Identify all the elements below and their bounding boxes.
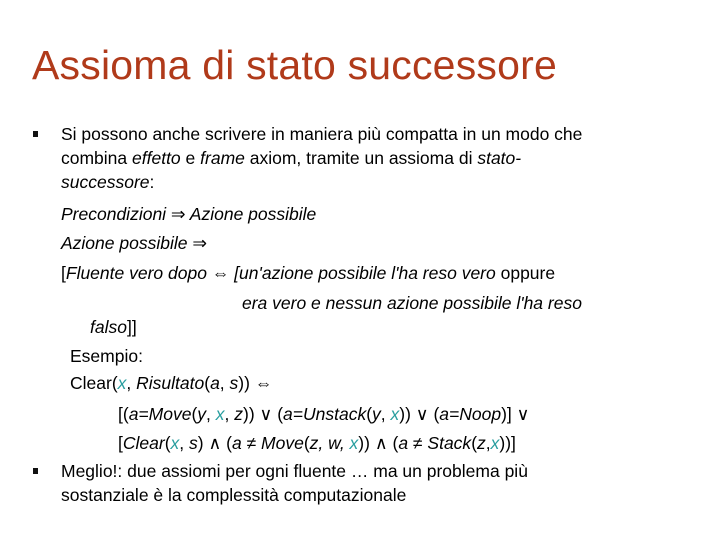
text-span: ) ∧ ( (197, 433, 232, 453)
variable-x: x (390, 404, 400, 424)
text-span: a=Move (128, 404, 192, 424)
text-span: stato- (477, 148, 522, 168)
text-span: )) (238, 373, 255, 393)
text-span: Meglio!: due assiomi per ogni fluente … ma un problema più (61, 461, 528, 481)
text-span: y (197, 404, 207, 424)
text-span: z (477, 433, 486, 453)
text-span: Si possono anche scrivere in maniera più compatta in un modo che (61, 124, 583, 144)
text-span: successore (61, 172, 150, 192)
text-span: a=Unstack (283, 404, 367, 424)
variable-x: x (490, 433, 500, 453)
bullet-marker (33, 468, 38, 474)
variable-x: x (215, 404, 225, 424)
bullet-marker (33, 131, 38, 137)
text-span: , (126, 373, 137, 393)
text-span: s (189, 433, 198, 453)
text-span: , (206, 404, 216, 424)
text-span: Clear( (70, 373, 118, 393)
text-span: ]] (126, 317, 137, 337)
text-line (242, 292, 582, 314)
text-span: , (224, 404, 235, 424)
text-line (70, 372, 272, 394)
text-span: Precondizioni (61, 204, 171, 224)
text-span: effetto (132, 148, 181, 168)
text-line (61, 203, 316, 225)
variable-x: x (349, 433, 359, 453)
text-span: a (398, 433, 409, 453)
text-span: : (149, 172, 155, 192)
text-span: y (372, 404, 381, 424)
text-span: z, w, (309, 433, 350, 453)
text-span: Azione possibile (185, 204, 317, 224)
text-span: )) ∨ ( (243, 404, 284, 424)
text-span: s (229, 373, 239, 393)
text-span: Risultato (136, 373, 205, 393)
text-span: Esempio: (70, 346, 143, 366)
text-span: falso (90, 317, 127, 337)
text-span: ( (164, 433, 171, 453)
text-span: Clear (122, 433, 165, 453)
text-span: , (179, 433, 190, 453)
not-equal-icon: ≠ (408, 433, 428, 453)
not-equal-icon: ≠ (241, 433, 262, 453)
text-span: axiom, tramite un assioma di (244, 148, 478, 168)
text-span: ))] (499, 433, 516, 453)
text-span: frame (200, 148, 245, 168)
text-span: ( (366, 404, 373, 424)
text-line (61, 484, 406, 506)
text-span: a (210, 373, 220, 393)
text-span: , (485, 433, 491, 453)
text-span: ( (471, 433, 478, 453)
text-span: Fluente vero dopo (65, 263, 212, 283)
text-span: )) ∨ ( (399, 404, 440, 424)
text-span: a (231, 433, 242, 453)
text-span: Azione possibile (61, 233, 193, 253)
text-span: sostanziale è la complessità computazionale (61, 485, 407, 505)
text-span: [ (61, 263, 66, 283)
text-span: combina (61, 148, 133, 168)
text-span: oppure (495, 263, 556, 283)
text-span: [( (118, 404, 129, 424)
implies-icon: ⇒ (192, 233, 207, 253)
text-span: )) ∧ ( (358, 433, 399, 453)
implies-icon: ⇒ (170, 204, 186, 224)
text-line (61, 147, 521, 169)
text-span: a=Noop (439, 404, 502, 424)
text-line (70, 345, 143, 367)
iff-icon: ⇔ (254, 373, 273, 393)
text-span: Move (261, 433, 304, 453)
text-span: ( (204, 373, 211, 393)
text-line (61, 171, 154, 193)
text-line (90, 316, 137, 338)
text-line (61, 460, 528, 482)
variable-x: x (117, 373, 127, 393)
text-span: [un'azione possibile l'ha reso vero (229, 263, 496, 283)
iff-icon: ⇔ (211, 263, 230, 283)
text-span: , (380, 404, 391, 424)
text-line (118, 432, 516, 454)
text-span: , (219, 373, 230, 393)
text-span: ( (191, 404, 198, 424)
text-line (61, 123, 582, 145)
text-span: Stack (427, 433, 472, 453)
slide-title: Assioma di stato successore (32, 42, 557, 88)
text-span: e (180, 148, 201, 168)
variable-x: x (170, 433, 180, 453)
text-span: era vero e nessun azione possibile l'ha reso (242, 293, 582, 313)
text-span: ( (303, 433, 310, 453)
text-line (61, 232, 207, 254)
text-span: [ (118, 433, 123, 453)
text-line (118, 403, 529, 425)
text-span: z (234, 404, 243, 424)
text-line (61, 262, 555, 284)
text-span: )] ∨ (501, 404, 530, 424)
